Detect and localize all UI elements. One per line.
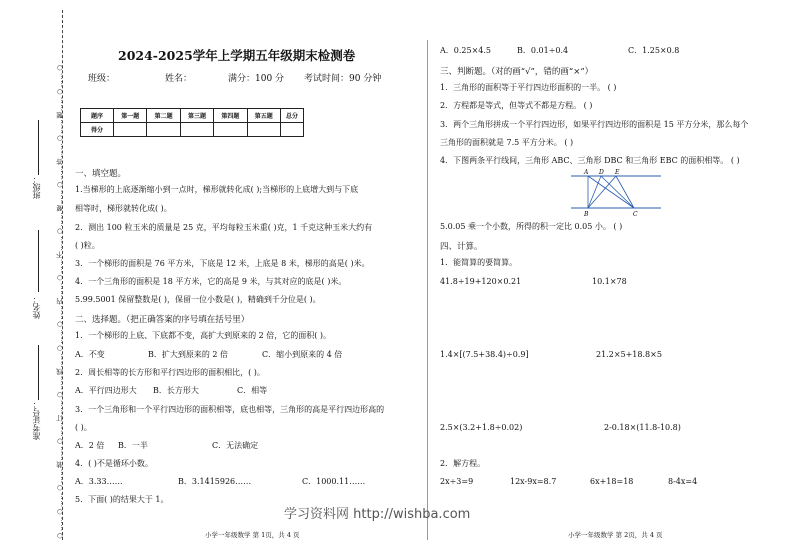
site-watermark: 学习资料网 http://wishba.com <box>284 507 471 522</box>
calc-expr-6: 2-0.18×(11.8-10.8) <box>604 423 681 432</box>
choice-q4-option-b: B．3.1415926…… <box>178 477 252 486</box>
choice-q1-option-a: A．不变 <box>75 350 105 359</box>
margin-name-label: 姓名： <box>32 295 41 319</box>
score-cell[interactable] <box>114 123 147 137</box>
fig-label-a: A <box>584 169 589 176</box>
fig-label-c: C <box>633 211 638 218</box>
judge-q3-cont: 三角形的面积就是 7.5 平方分米。 ( ) <box>440 138 574 147</box>
score-header-cell: 第三题 <box>180 109 213 123</box>
choice-q1: 1．一个梯形的上底、下底都不变，高扩大到原来的 2 倍，它的面积( )。 <box>75 331 332 340</box>
score-cell[interactable] <box>214 123 247 137</box>
fill-q5: 5.99.5001 保留整数是( )，保留一位小数是( )，精确到千分位是( )。 <box>75 295 321 304</box>
section-judge-title: 三、判断题。（对的画“√”，错的画“×”） <box>440 67 594 77</box>
choice-q1-option-b: B．扩大到原来的 2 倍 <box>148 350 229 359</box>
score-header-cell: 第五题 <box>247 109 280 123</box>
choice-q3-option-c: C．无法确定 <box>212 441 259 450</box>
choice-q2-option-b: B．长方形大 <box>153 386 199 395</box>
margin-id-line <box>38 345 39 400</box>
calc-expr-1: 41.8÷19+120×0.21 <box>440 277 522 286</box>
judge-q2: 2．方程都是等式，但等式不都是方程。 ( ) <box>440 101 593 110</box>
margin-class-label: 班级： <box>32 175 41 199</box>
calc-expr-5: 2.5×(3.2+1.8÷0.02) <box>440 423 523 432</box>
equation-3: 6x+18=18 <box>590 477 634 486</box>
choice-q2-option-a: A．平行四边形大 <box>75 386 137 395</box>
fill-q2: 2．测出 100 粒玉米的质量是 25 克，平均每粒玉米重( )克，1 千克这种玉米大约有 <box>75 223 373 232</box>
fig-label-d: D <box>599 169 604 176</box>
calc-expr-3: 1.4×[(7.5+38.4)÷0.9] <box>440 350 529 359</box>
section-calc-title: 四、计算。 <box>440 242 483 252</box>
section-fill-in-title: 一、填空题。 <box>75 169 127 179</box>
exam-title: 2024-2025学年上学期五年级期末检测卷 <box>118 48 356 63</box>
full-score: 满分：100 分 <box>228 74 285 84</box>
choice-q1-option-c: C．缩小到原来的 4 倍 <box>262 350 343 359</box>
margin-name-line <box>38 230 39 292</box>
choice-q4: 4．( )不是循环小数。 <box>75 459 153 468</box>
calc-expr-2: 10.1×78 <box>592 277 627 286</box>
judge-q5: 5.0.05 乘一个小数，所得的积一定比 0.05 小。 ( ) <box>440 222 623 231</box>
choice-q4-option-a: A．3.33…… <box>75 477 123 486</box>
judge-q3: 3．两个三角形拼成一个平行四边形，如果平行四边形的面积是 15 平方分米，那么每个 <box>440 120 749 129</box>
score-table-header-row <box>81 109 304 123</box>
page-footer-left: 小学一年级数学 第 1页，共 4 页 <box>205 531 300 539</box>
fill-q1-cont: 相等时，梯形就转化成( )。 <box>75 204 172 213</box>
judge-q1: 1．三角形的面积等于平行四边形面积的一半。 ( ) <box>440 83 617 92</box>
class-field-label: 班级： <box>88 74 116 84</box>
triangle-parallel-figure <box>571 168 661 218</box>
choice-q5-option-b: B．0.01÷0.4 <box>517 46 569 55</box>
score-header-cell: 第二题 <box>147 109 180 123</box>
page-footer-right: 小学一年级数学 第 2页，共 4 页 <box>568 531 663 539</box>
margin-id-label: 准考证号： <box>32 400 41 440</box>
equation-4: 8-4x=4 <box>668 477 698 486</box>
choice-q5-option-c: C．1.25×0.8 <box>628 46 680 55</box>
score-table-score-row <box>81 123 304 137</box>
choice-q2: 2．周长相等的长方形和平行四边形的面积相比，( )。 <box>75 368 265 377</box>
section-choice-title: 二、选择题。（把正确答案的序号填在括号里） <box>75 315 250 325</box>
judge-q4: 4．下图两条平行线间，三角形 ABC、三角形 DBC 和三角形 EBC 的面积相等。 ( ) <box>440 156 740 165</box>
choice-q5: 5．下面( )的结果大于 1。 <box>75 495 169 504</box>
choice-q3-option-a: A．2 倍 <box>75 441 105 450</box>
calc-subtitle-equations: 2．解方程。 <box>440 459 486 468</box>
score-cell[interactable] <box>147 123 180 137</box>
equation-2: 12x-9x=8.7 <box>510 477 557 486</box>
choice-q2-option-c: C．相等 <box>237 386 268 395</box>
fill-q4: 4．一个三角形的面积是 18 平方米，它的高是 9 米，与其对应的底是( )米。 <box>75 277 347 286</box>
fill-q2-cont: ( )粒。 <box>75 241 100 250</box>
score-header-cell: 第四题 <box>214 109 247 123</box>
choice-q3-cont: ( )。 <box>75 423 92 432</box>
exam-time: 考试时间：90 分钟 <box>304 74 382 84</box>
equation-1: 2x÷3=9 <box>440 477 474 486</box>
score-cell[interactable] <box>247 123 280 137</box>
choice-q5-option-a: A．0.25×4.5 <box>440 46 492 55</box>
score-cell[interactable] <box>281 123 304 137</box>
choice-q4-option-c: C．1000.11…… <box>302 477 366 486</box>
score-cell[interactable] <box>180 123 213 137</box>
score-row-label: 得分 <box>81 123 114 137</box>
fill-q1: 1.当梯形的上底逐渐缩小到一点时，梯形就转化成( );当梯形的上底增大到与下底 <box>75 185 359 194</box>
choice-q3-option-b: B．一半 <box>118 441 148 450</box>
fill-q3: 3．一个梯形的面积是 76 平方米，下底是 12 米，上底是 8 米，梯形的高是( )米。 <box>75 259 370 268</box>
score-header-cell: 第一题 <box>114 109 147 123</box>
calc-expr-4: 21.2×5+18.8×5 <box>596 350 662 359</box>
fig-label-b: B <box>584 211 589 218</box>
score-header-cell: 题序 <box>81 109 114 123</box>
name-field-label: 姓名： <box>165 74 193 84</box>
fig-label-e: E <box>615 169 620 176</box>
calc-subtitle-simplify: 1．能简算的要简算。 <box>440 258 518 267</box>
score-header-cell: 总分 <box>281 109 304 123</box>
margin-class-line <box>38 120 39 175</box>
choice-q3: 3．一个三角形和一个平行四边形的面积相等，底也相等，三角形的高是平行四边形高的 <box>75 405 385 414</box>
fold-text: ○……○……○……装……○……订……○……线……○……○……内……○……不……○……要……○……答……○……题……○……○ <box>56 63 64 540</box>
score-table <box>80 108 304 137</box>
column-divider <box>427 40 428 540</box>
